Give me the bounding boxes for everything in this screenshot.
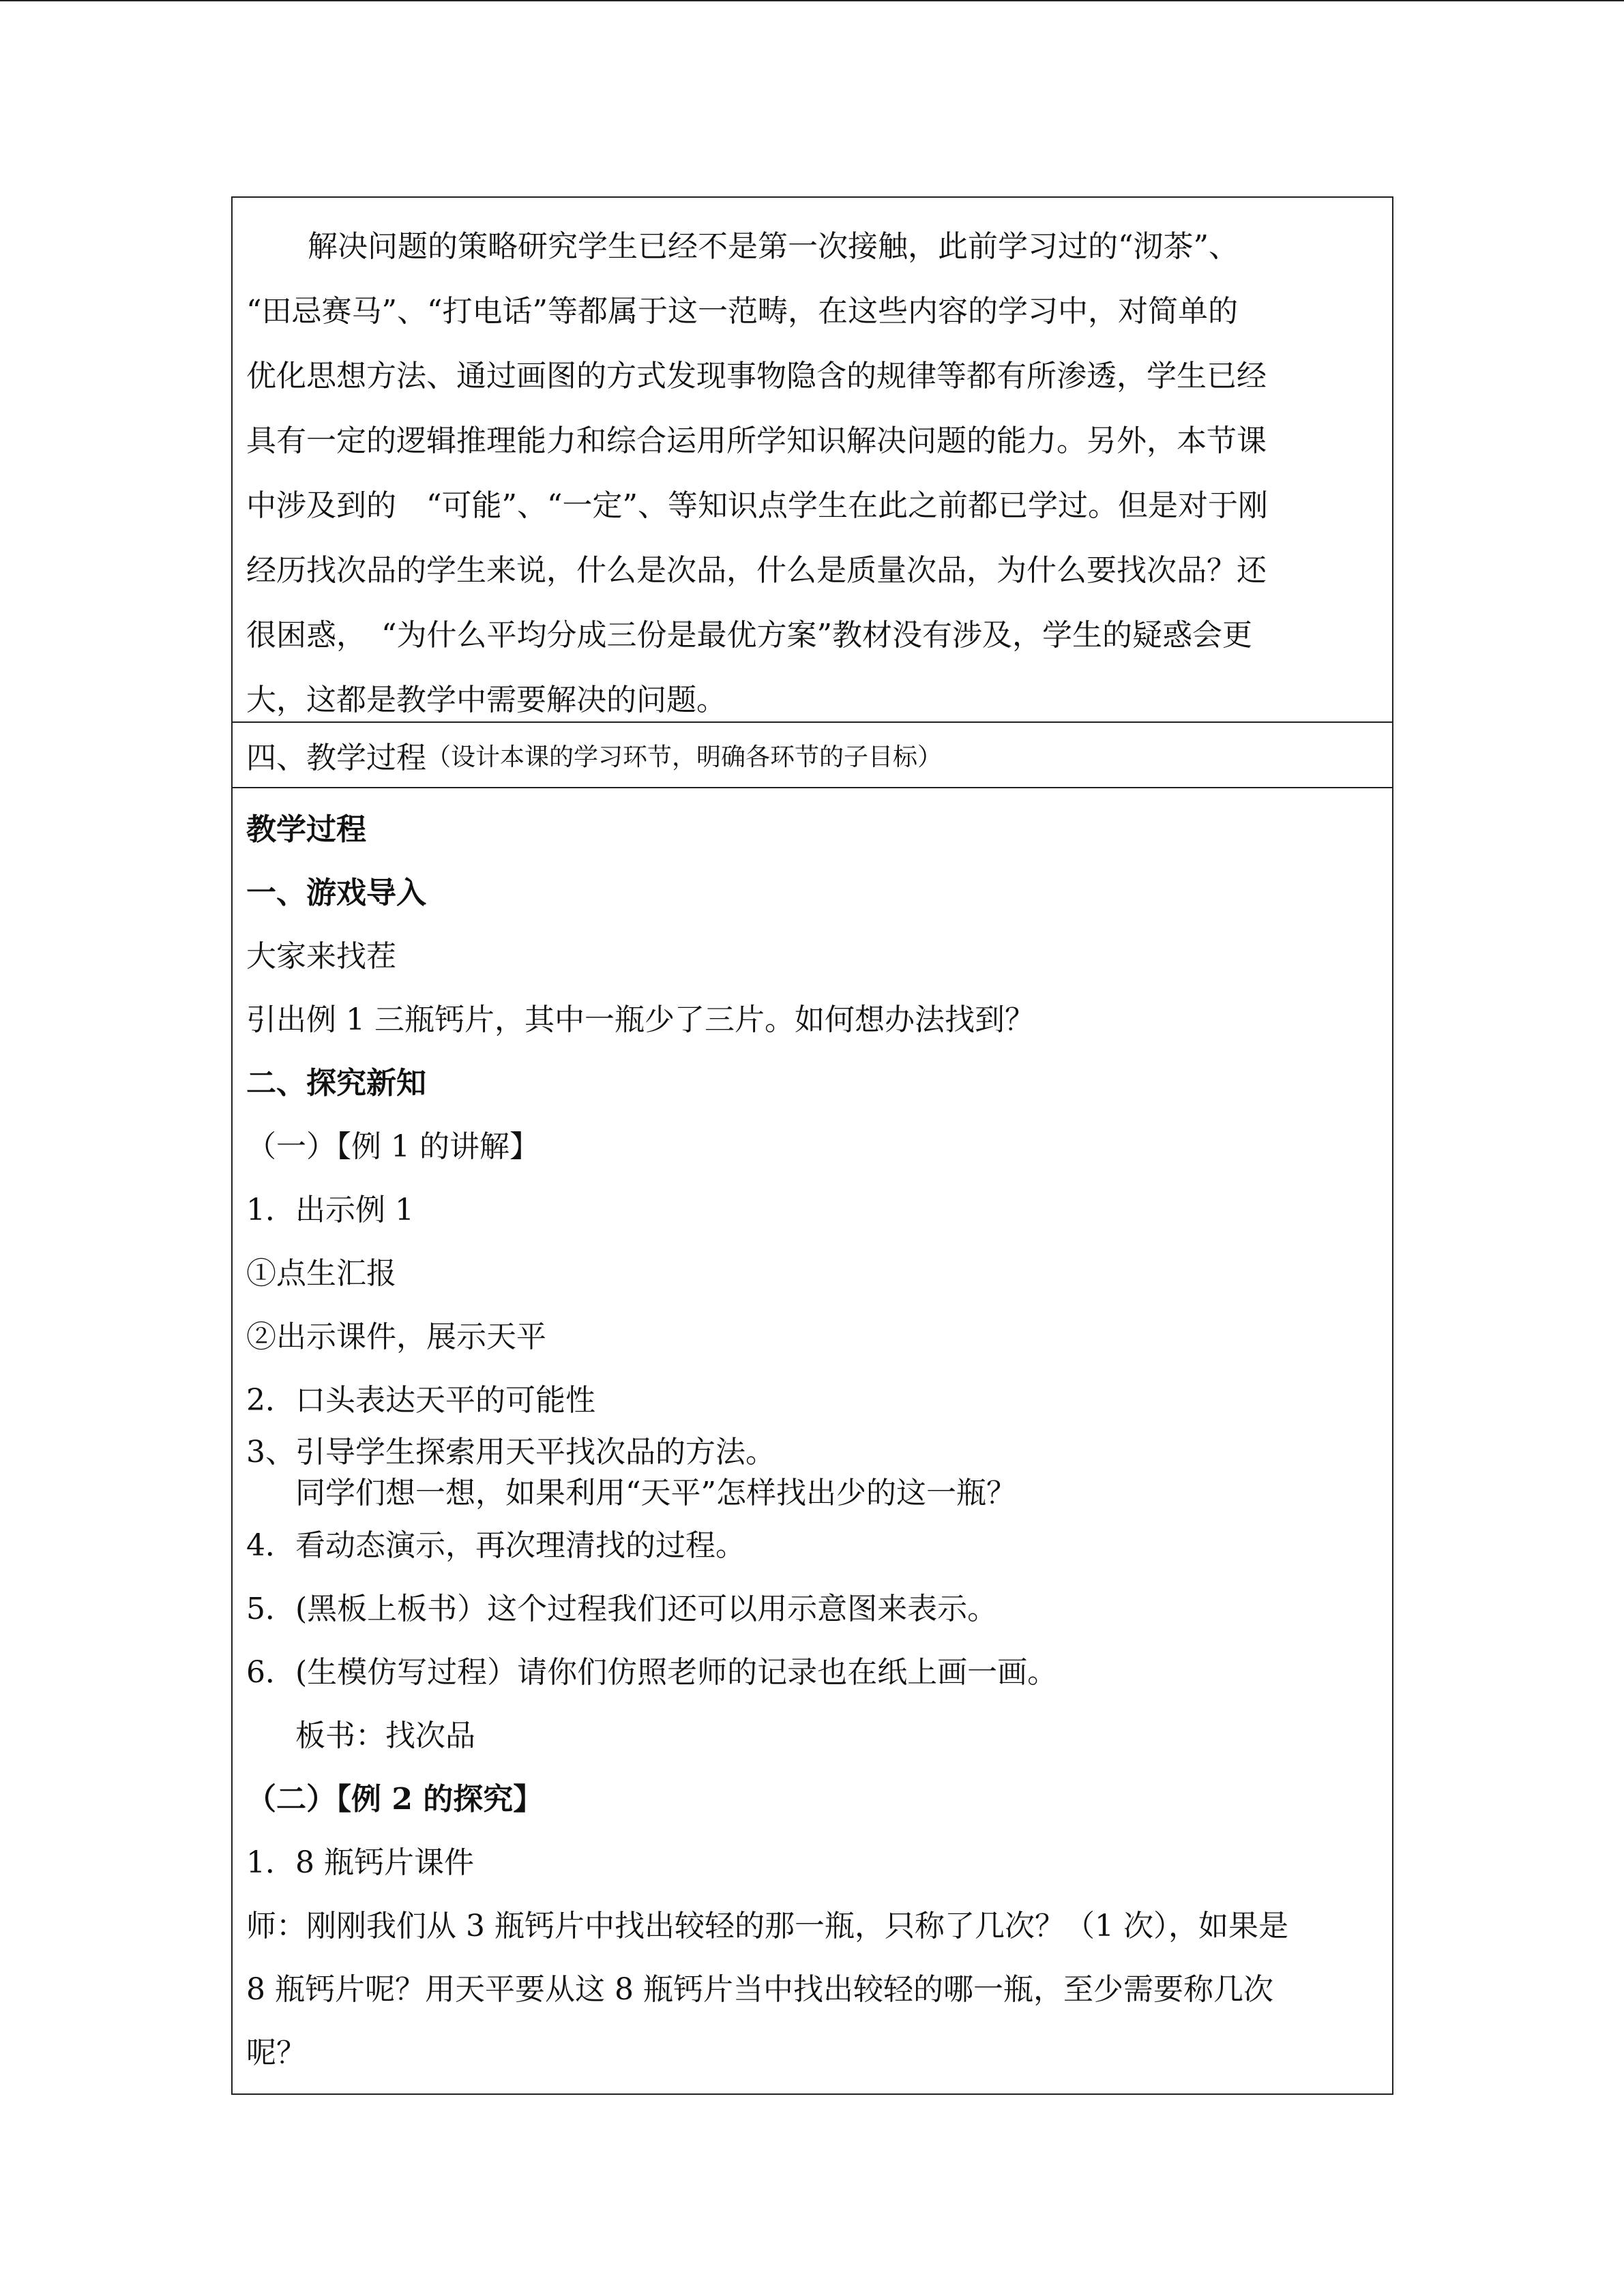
analysis-line: 经历找次品的学生来说，什么是次品，什么是质量次品，为什么要找次品？还 (246, 553, 1267, 588)
part-one-title: 一、游戏导入 (246, 876, 426, 910)
step-four: 4．看动态演示，再次理清找的过程。 (246, 1528, 745, 1563)
analysis-line: 具有一定的逻辑推理能力和综合运用所学知识解决问题的能力。另外，本节课 (246, 423, 1267, 458)
board-note: 板书：找次品 (295, 1718, 475, 1753)
step-three: 3、引导学生探索用天平找次品的方法。 (246, 1435, 776, 1470)
step-one-a: ①点生汇报 (246, 1256, 396, 1291)
section-four-title: 四、教学过程 (246, 741, 426, 775)
step-three-a: 同学们想一想，如果利用“天平”怎样找出少的这一瓶？ (295, 1476, 1016, 1510)
section-four-header (233, 723, 1392, 788)
game-name: 大家来找茬 (246, 939, 396, 974)
page-top-rule (0, 0, 1624, 1)
analysis-line: “田忌赛马”、“打电话”等都属于这一范畴，在这些内容的学习中，对简单的 (246, 294, 1238, 329)
teacher-question-line: 呢？ (246, 2036, 306, 2070)
intro-text: 引出例 1 三瓶钙片，其中一瓶少了三片。如何想办法找到？ (246, 1002, 1035, 1037)
analysis-line: 很困惑， “为什么平均分成三份是最优方案”教材没有涉及，学生的疑惑会更 (246, 618, 1252, 653)
analysis-line: 优化思想方法、通过画图的方式发现事物隐含的规律等都有所渗透，学生已经 (246, 359, 1267, 393)
student-analysis-cell (233, 198, 1392, 723)
part-two-title: 二、探究新知 (246, 1066, 426, 1101)
step-one-b: ②出示课件，展示天平 (246, 1320, 546, 1354)
example-two-title: （二）【例 2 的探究】 (246, 1782, 544, 1817)
step-two: 2．口头表达天平的可能性 (246, 1383, 595, 1418)
teacher-question-line: 师：刚刚我们从 3 瓶钙片中找出较轻的那一瓶，只称了几次？（1 次），如果是 (246, 1909, 1288, 1943)
step-six: 6．(生模仿写过程）请你们仿照老师的记录也在纸上画一画。 (246, 1655, 1058, 1690)
step-one: 1．出示例 1 (246, 1193, 414, 1227)
teaching-process-cell (233, 788, 1392, 2093)
analysis-line: 解决问题的策略研究学生已经不是第一次接触，此前学习过的“沏茶”、 (308, 229, 1239, 264)
analysis-line: 中涉及到的 “可能”、“一定”、等知识点学生在此之前都已学过。但是对于刚 (246, 488, 1268, 523)
lesson-plan-table (231, 196, 1393, 2095)
example-one-title: （一）【例 1 的讲解】 (246, 1129, 540, 1164)
section-four-note: （设计本课的学习环节，明确各环节的子目标） (426, 743, 943, 771)
process-heading: 教学过程 (246, 812, 366, 847)
example-two-step-one: 1．8 瓶钙片课件 (246, 1845, 474, 1880)
step-five: 5．(黑板上板书）这个过程我们还可以用示意图来表示。 (246, 1592, 998, 1626)
teacher-question-line: 8 瓶钙片呢？用天平要从这 8 瓶钙片当中找出较轻的哪一瓶，至少需要称几次 (246, 1972, 1273, 2007)
analysis-line: 大，这都是教学中需要解决的问题。 (246, 683, 726, 717)
